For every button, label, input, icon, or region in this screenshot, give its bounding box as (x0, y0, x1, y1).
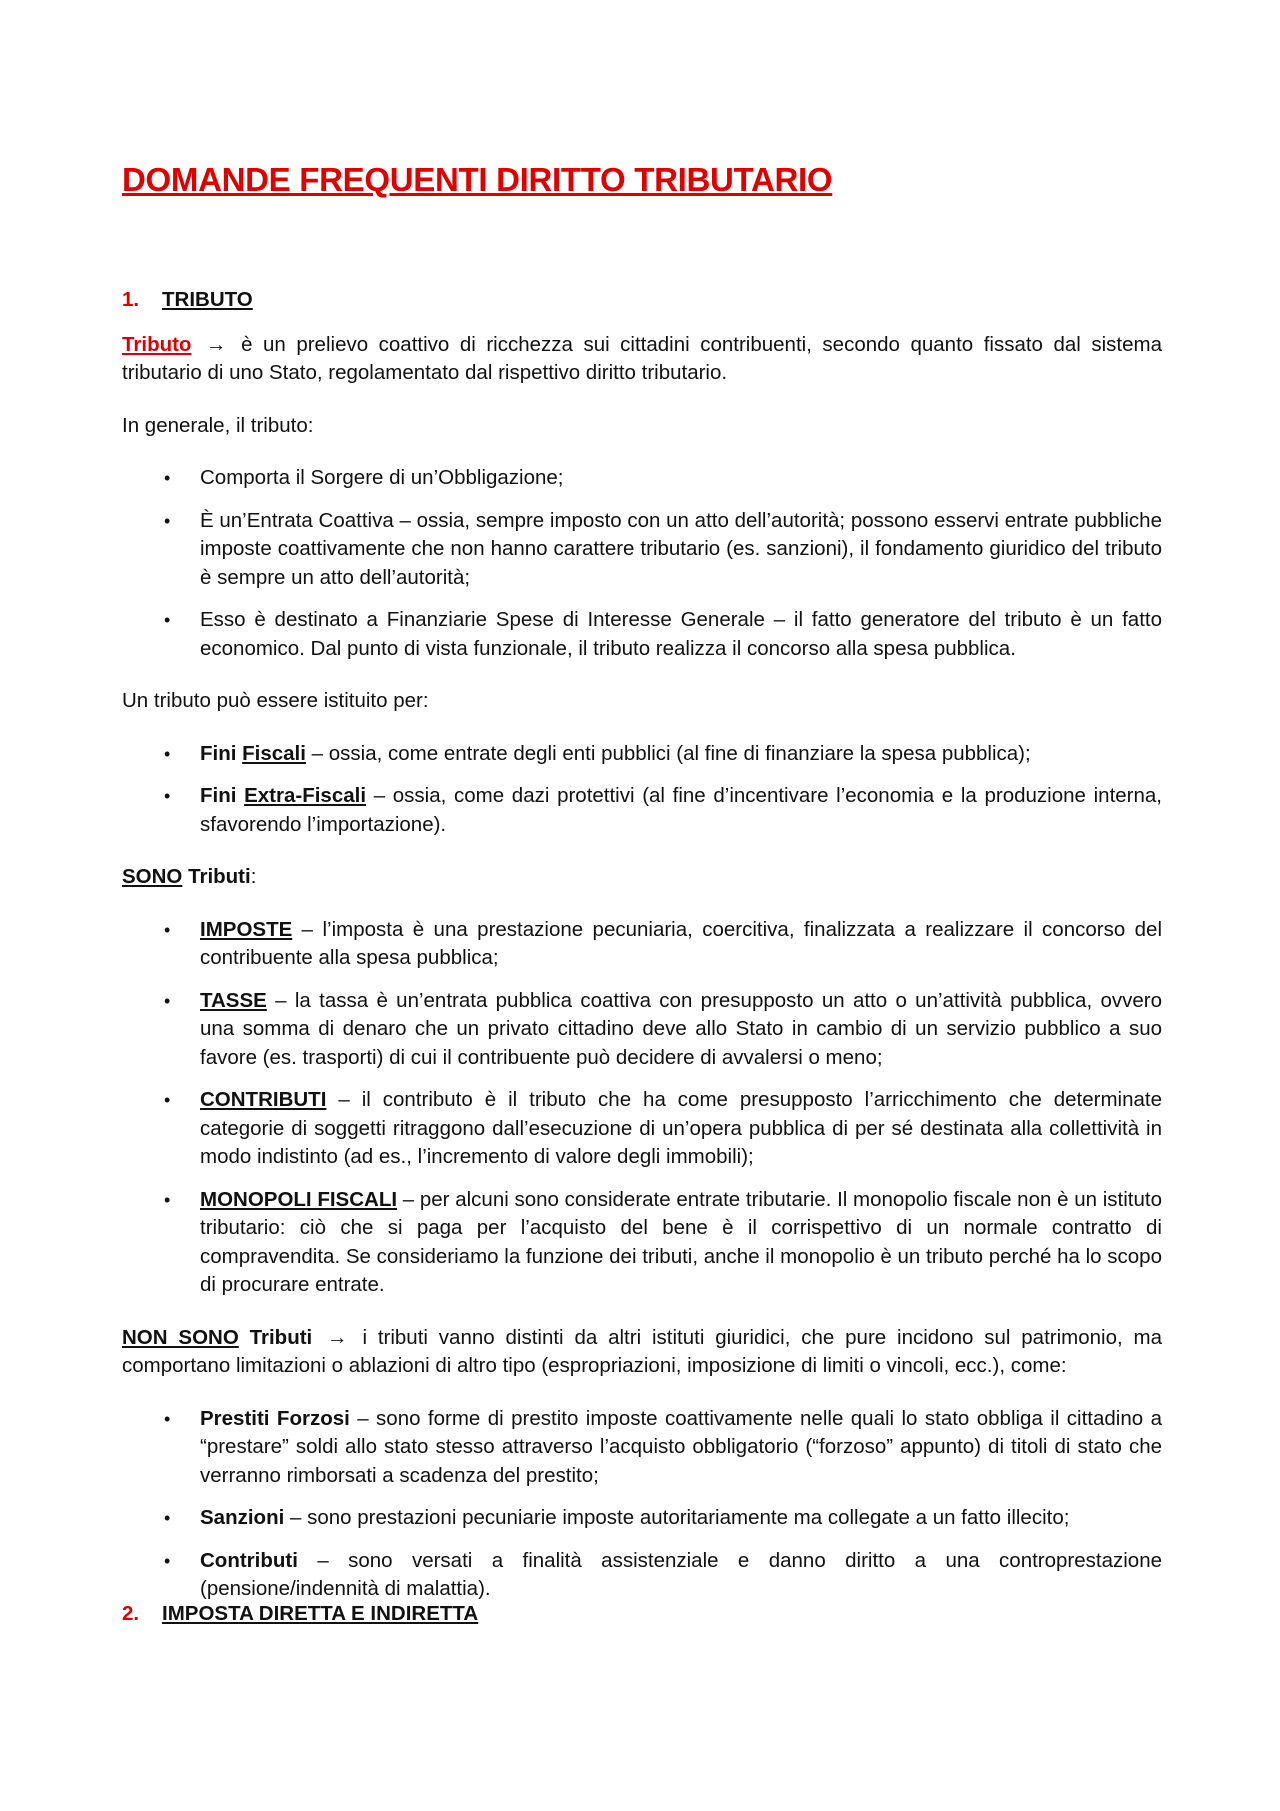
arrow-icon: → (206, 332, 227, 356)
section-2-number: 2. (122, 1601, 140, 1625)
not-tributes-list (122, 1405, 1162, 1604)
bullet-icon: • (164, 1090, 171, 1110)
section-1-number: 1. (122, 288, 140, 311)
bullet-icon: • (164, 743, 171, 764)
bullet-icon: • (164, 990, 171, 1011)
bullet-icon: • (164, 919, 171, 940)
list-item: • TASSE – la tassa è un’entrata pubblica coattiva con presupposto un atto o un’attività pubblica, ovvero una somma di denaro che un privato cittadino deve allo Stato in cambio di un servizio pubblico a suo favore (es. trasporti) di cui il contribuente può decidere di avvalersi o meno; (164, 988, 1162, 1069)
bullet-icon: • (164, 468, 171, 488)
bullet-icon: • (164, 510, 171, 531)
are-tributes-list (122, 916, 1162, 1300)
are-tributes-label: SONO Tributi: (122, 865, 257, 888)
list-item: • Prestiti Forzosi – sono forme di prestito imposte coattivamente nelle quali lo stato obbliga il cittadino a “prestare” soldi allo stato stesso attraverso l’acquisto obbligatorio (“forzoso” appunto) di titoli di stato che verranno rimborsati a scadenza del prestito; (164, 1406, 1162, 1487)
bullet-icon: • (164, 1189, 171, 1210)
list-item: • È un’Entrata Coattiva – ossia, sempre imposto con un atto dell’autorità; possono esservi entrate pubbliche imposte coattivamente che non hanno carattere tributario (es. sanzioni), il fondamento giuridico del tributo è sempre un atto dell’autorità; (164, 508, 1162, 589)
list-item: • Esso è destinato a Finanziarie Spese di Interesse Generale – il fatto generatore del tributo è un fatto economico. Dal punto di vista funzionale, il tributo realizza il concorso alla spesa pubblica. (164, 608, 1162, 660)
document-title: DOMANDE FREQUENTI DIRITTO TRIBUTARIO (122, 161, 833, 198)
section-1-heading (122, 286, 1162, 315)
list-item: • Sanzioni – sono prestazioni pecuniarie imposte autoritariamente ma collegate a un fatto illecito; (122, 1504, 1162, 1533)
section-2-heading (122, 1600, 1162, 1629)
bullet-icon: • (164, 786, 171, 806)
section-1-title: TRIBUTO (162, 288, 253, 311)
list-item: • CONTRIBUTI – il contributo è il tributo che ha come presupposto l’arricchimento che determinate categorie di soggetti ritraggono dall’esecuzione di un’opera pubblica di per sé destinata alla collettività in modo indistinto (ad es., l’incremento di valore degli immobili); (164, 1088, 1162, 1168)
tributo-term: Tributo (122, 332, 192, 356)
list-item: • Contributi – sono versati a finalità assistenziale e danno diritto a una controprestazione (pensione/indennità di malattia). (164, 1548, 1162, 1600)
bullet-icon: • (164, 1550, 171, 1571)
bullet-icon: • (164, 1508, 171, 1528)
section-2-title: IMPOSTA DIRETTA E INDIRETTA (162, 1601, 479, 1625)
purpose-intro: Un tributo può essere istituito per: (122, 689, 429, 712)
general-list (122, 464, 1162, 663)
tributo-definition (122, 331, 1162, 388)
list-item: • Fini Extra-Fiscali – ossia, come dazi protettivi (al fine d’incentivare l’economia e la produzione interna, sfavorendo l’importazione). (164, 784, 1162, 836)
purpose-list (122, 740, 1162, 840)
list-item: • MONOPOLI FISCALI – per alcuni sono considerate entrate tributarie. Il monopolio fiscale non è un istituto tributario: ciò che si paga per l’acquisto del bene è il corrispettivo di un normale contratto di compravendita. Se consideriamo la funzione dei tributi, anche il monopolio è un tributo perché ha lo scopo di procurare entrate. (164, 1187, 1162, 1296)
not-tributes-paragraph: NON SONO Tributi → i tributi vanno distinti da altri istituti giuridici, che pure incidono sul patrimonio, ma comportano limitazioni o ablazioni di altro tipo (espropriazioni, imposizione di limiti o vincoli, ecc.), come: (122, 1325, 1162, 1377)
bullet-icon: • (164, 1408, 171, 1429)
arrow-icon: → (327, 1325, 348, 1349)
list-item: • IMPOSTE – l’imposta è una prestazione pecuniaria, coercitiva, finalizzata a realizzare il concorso del contribuente alla spesa pubblica; (164, 917, 1162, 969)
bullet-icon: • (164, 610, 171, 630)
general-intro: In generale, il tributo: (122, 413, 314, 437)
tributo-definition-text: è un prelievo coattivo di ricchezza sui cittadini contribuenti, secondo quanto fissato dal sistema tributario di uno Stato, regolamentato dal rispettivo diritto tributario. (122, 332, 1163, 384)
list-item: • Fini Fiscali – ossia, come entrate degli enti pubblici (al fine di finanziare la spesa pubblica); (122, 740, 1162, 769)
list-item: • Comporta il Sorgere di un’Obbligazione; (122, 464, 1162, 493)
